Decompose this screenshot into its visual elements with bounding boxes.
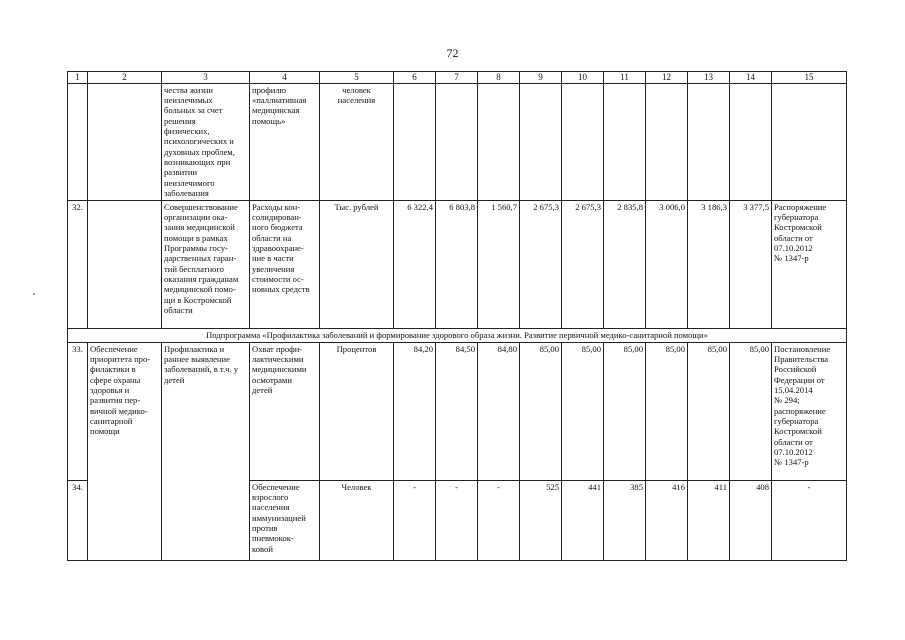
cell-value: 85,00 <box>520 342 562 480</box>
cell-value: 408 <box>730 480 772 560</box>
cell-task: Совершенствование организации ока- зания медицинской помощи в рамках Программы госу- дарственных гаран- тий бесплатного оказания гражданам медицинской помо- щи в Костромской области <box>162 200 250 328</box>
table-row <box>68 83 847 200</box>
cell-value <box>520 83 562 200</box>
cell-task: Профилактика и раннее выявление заболеваний, в т.ч. у детей <box>162 342 250 560</box>
column-header: 9 <box>520 72 562 84</box>
table-row <box>68 342 847 480</box>
cell-number: 34. <box>68 480 88 560</box>
cell-value: 85,00 <box>730 342 772 480</box>
cell-value <box>688 83 730 200</box>
column-header: 10 <box>562 72 604 84</box>
cell-value: 416 <box>646 480 688 560</box>
column-header: 8 <box>478 72 520 84</box>
cell-value: - <box>478 480 520 560</box>
cell-value: - <box>436 480 478 560</box>
column-header: 7 <box>436 72 478 84</box>
cell-value: 2 675,3 <box>562 200 604 328</box>
column-header: 2 <box>88 72 162 84</box>
scan-artifact-dot <box>33 293 35 295</box>
subprogram-title: Подпрограмма «Профилактика заболеваний и формирование здорового образа жизни. Развитие первичной медико-санитарной помощи» <box>68 328 847 342</box>
cell-number: 32. <box>68 200 88 328</box>
program-table <box>67 71 847 561</box>
cell-value: 6 322,4 <box>394 200 436 328</box>
cell-value <box>394 83 436 200</box>
cell-document: - <box>772 480 847 560</box>
cell-goal <box>88 83 162 200</box>
cell-task: чества жизни неизлечимых больных за счет решения физических, психологических и духовных проблем, возникающих при развитии неизлечимого заболевания <box>162 83 250 200</box>
cell-value <box>436 83 478 200</box>
column-header: 1 <box>68 72 88 84</box>
cell-goal: Обеспечение приоритета про- филактики в сфере охраны здоровья и развития пер- вичной медико- санитарной помощи <box>88 342 162 560</box>
cell-value: 1 560,7 <box>478 200 520 328</box>
cell-document <box>772 83 847 200</box>
cell-unit: Человек <box>320 480 394 560</box>
cell-value <box>478 83 520 200</box>
cell-goal <box>88 200 162 328</box>
cell-unit: человек населения <box>320 83 394 200</box>
cell-value: - <box>394 480 436 560</box>
cell-value: 2 675,3 <box>520 200 562 328</box>
cell-value <box>646 83 688 200</box>
page-number: 72 <box>446 46 459 60</box>
cell-number: 33. <box>68 342 88 480</box>
cell-value: 525 <box>520 480 562 560</box>
cell-number <box>68 83 88 200</box>
table-row <box>68 200 847 328</box>
column-header: 4 <box>250 72 320 84</box>
cell-indicator: Обеспечение взрослого населения иммунизацией против пневмокок- ковой <box>250 480 320 560</box>
cell-value <box>730 83 772 200</box>
cell-document: Распоряжение губернатора Костромской области от 07.10.2012 № 1347-р <box>772 200 847 328</box>
column-header: 15 <box>772 72 847 84</box>
cell-value <box>604 83 646 200</box>
subprogram-row <box>68 328 847 342</box>
cell-value: 2 835,8 <box>604 200 646 328</box>
cell-value: 441 <box>562 480 604 560</box>
cell-indicator: профилю «паллиативная медицинская помощь» <box>250 83 320 200</box>
cell-value: 85,00 <box>688 342 730 480</box>
column-header-row <box>68 72 847 84</box>
column-header: 14 <box>730 72 772 84</box>
column-header: 13 <box>688 72 730 84</box>
cell-value: 6 803,8 <box>436 200 478 328</box>
cell-unit: Процентов <box>320 342 394 480</box>
cell-value: 3 186,3 <box>688 200 730 328</box>
cell-unit: Тыс. рублей <box>320 200 394 328</box>
cell-value: 385 <box>604 480 646 560</box>
cell-value: 3 377,5 <box>730 200 772 328</box>
cell-value: 3 006,0 <box>646 200 688 328</box>
cell-value: 84,20 <box>394 342 436 480</box>
column-header: 5 <box>320 72 394 84</box>
column-header: 6 <box>394 72 436 84</box>
cell-document: Постановление Правительства Российской Федерации от 15.04.2014 № 294; распоряжение губернатора Костромской области от 07.10.2012 № 1347-р <box>772 342 847 480</box>
column-header: 3 <box>162 72 250 84</box>
column-header: 12 <box>646 72 688 84</box>
cell-indicator: Охват профи- лактическими медицинскими осмотрами детей <box>250 342 320 480</box>
column-header: 11 <box>604 72 646 84</box>
cell-value: 84,80 <box>478 342 520 480</box>
cell-value: 84,50 <box>436 342 478 480</box>
cell-value <box>562 83 604 200</box>
cell-value: 85,00 <box>604 342 646 480</box>
cell-indicator: Расходы кон- солидирован- ного бюджета области на здравоохране- ние в части увеличения стоимости ос- новных средств <box>250 200 320 328</box>
cell-value: 85,00 <box>562 342 604 480</box>
cell-value: 411 <box>688 480 730 560</box>
cell-value: 85,00 <box>646 342 688 480</box>
